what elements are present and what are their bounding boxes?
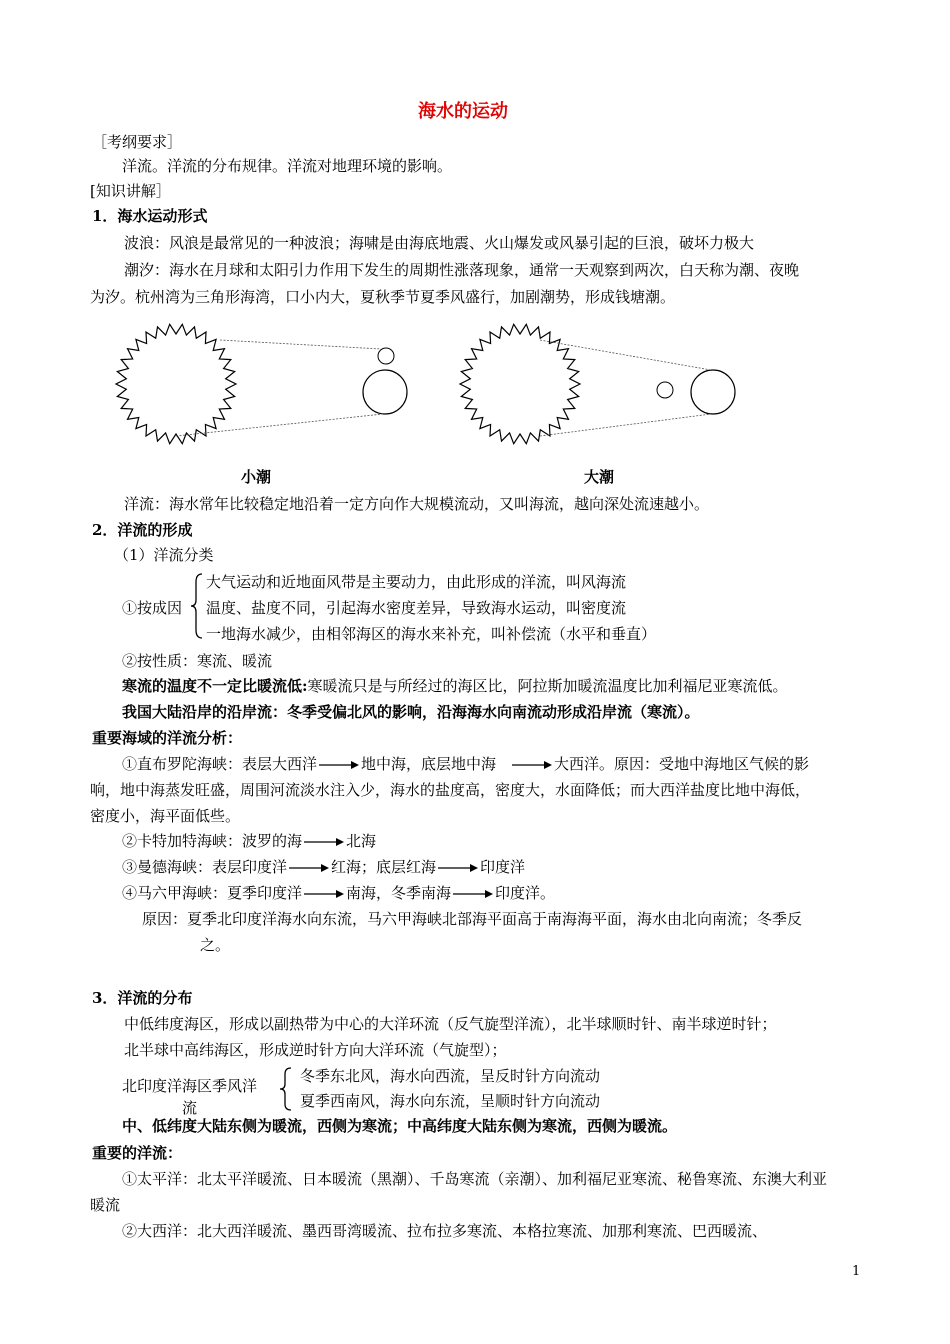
classification-subheading: （1）洋流分类 bbox=[114, 546, 214, 564]
tide-text-line2: 为汐。杭州湾为三角形海湾，口小内大，夏秋季节夏季风盛行，加剧潮势，形成钱塘潮。 bbox=[90, 288, 676, 306]
distribution-paragraph-2: 北半球中高纬海区，形成逆时针方向大洋环流（气旋型）； bbox=[124, 1041, 507, 1059]
by-cause-label: ①按成因 bbox=[122, 599, 183, 617]
sun-icon bbox=[116, 324, 236, 443]
important-currents-heading: 重要的洋流： bbox=[92, 1144, 183, 1162]
page-title: 海水的运动 bbox=[418, 101, 508, 122]
cold-current-note-bold: 寒流的温度不一定比暖流低: bbox=[122, 677, 308, 695]
arrow-right-icon bbox=[304, 837, 344, 847]
cold-current-note bbox=[122, 676, 788, 696]
section-2-heading: 2．洋流的形成 bbox=[92, 521, 193, 539]
earth-icon bbox=[691, 370, 735, 414]
moon-icon bbox=[378, 348, 394, 364]
analysis-heading: 重要海域的洋流分析： bbox=[92, 729, 243, 747]
neap-tide-caption: 小潮 bbox=[241, 468, 272, 486]
malacca-reason-line1: 原因：夏季北印度洋海水向东流，马六甲海峡北部海平面高于南海海平面，海水由北向南流；冬季反 bbox=[142, 910, 803, 928]
malacca-part-c: 印度洋。 bbox=[495, 884, 556, 902]
arrow-right-icon bbox=[319, 760, 359, 770]
waves-text: 波浪：风浪是最常见的一种波浪；海啸是由海底地震、火山爆发或风暴引起的巨浪，破坏力极大 bbox=[124, 234, 755, 252]
atlantic-currents: ②大西洋：北大西洋暖流、墨西哥湾暖流、拉布拉多寒流、本格拉寒流、加那利寒流、巴西暖流、 bbox=[122, 1222, 768, 1240]
cold-current-note-rest: 寒暖流只是与所经过的海区比，阿拉斯加暖流温度比加利福尼亚寒流低。 bbox=[307, 677, 788, 695]
exam-requirements-text: 洋流。洋流的分布规律。洋流对地理环境的影响。 bbox=[122, 157, 453, 175]
monsoon-label-line1: 北印度洋海区季风洋 bbox=[122, 1077, 258, 1095]
pacific-currents-line2: 暖流 bbox=[90, 1196, 121, 1214]
page-number: 1 bbox=[852, 1264, 861, 1279]
pacific-currents-line1: ①太平洋：北太平洋暖流、日本暖流（黑潮）、千岛寒流（亲潮）、加利福尼亚寒流、秘鲁寒流、东澳大利亚 bbox=[122, 1170, 828, 1188]
monsoon-label-line2: 流 bbox=[182, 1099, 198, 1117]
mandeb-part-b: 红海；底层红海 bbox=[331, 858, 437, 876]
brace-icon bbox=[190, 572, 204, 640]
mandeb-line bbox=[122, 857, 525, 877]
by-nature: ②按性质：寒流、暖流 bbox=[122, 652, 273, 670]
section-1-heading: 1．海水运动形式 bbox=[92, 207, 208, 225]
brace-icon bbox=[279, 1066, 293, 1112]
malacca-reason-line2: 之。 bbox=[200, 936, 231, 954]
tide-text-line1: 潮汐：海水在月球和太阳引力作用下发生的周期性涨落现象，通常一天观察到两次，白天称为潮、夜晚 bbox=[124, 261, 800, 279]
kattegat-part-b: 北海 bbox=[346, 832, 377, 850]
kattegat-line bbox=[122, 831, 376, 851]
kattegat-part-a: ②卡特加特海峡：波罗的海 bbox=[122, 832, 303, 850]
monsoon-summer: 夏季西南风，海水向东流，呈顺时针方向流动 bbox=[300, 1092, 601, 1110]
arrow-right-icon bbox=[304, 889, 344, 899]
arrow-right-icon bbox=[438, 863, 478, 873]
tide-diagram bbox=[110, 318, 770, 448]
distribution-rule: 中、低纬度大陆东侧为暖流，西侧为寒流；中高纬度大陆东侧为寒流，西侧为暖流。 bbox=[122, 1117, 678, 1135]
malacca-line bbox=[122, 883, 555, 903]
arrow-right-icon bbox=[453, 889, 493, 899]
neap-tide-diagram bbox=[116, 324, 407, 443]
malacca-part-b: 南海，冬季南海 bbox=[346, 884, 452, 902]
section-3-heading: 3．洋流的分布 bbox=[92, 989, 193, 1007]
gibraltar-line1 bbox=[122, 754, 809, 774]
arrow-right-icon bbox=[512, 760, 552, 770]
spring-tide-caption: 大潮 bbox=[584, 468, 615, 486]
malacca-part-a: ④马六甲海峡：夏季印度洋 bbox=[122, 884, 303, 902]
moon-icon bbox=[657, 382, 673, 398]
density-current: 温度、盐度不同，引起海水密度差异，导致海水运动，叫密度流 bbox=[206, 599, 627, 617]
mandeb-part-c: 印度洋 bbox=[480, 858, 526, 876]
china-coastal-current: 我国大陆沿岸的沿岸流：冬季受偏北风的影响，沿海海水向南流动形成沿岸流（寒流）。 bbox=[122, 703, 700, 721]
compensation-current: 一地海水减少，由相邻海区的海水来补充，叫补偿流（水平和垂直） bbox=[206, 625, 657, 643]
spring-tide-diagram bbox=[460, 324, 735, 443]
ocean-current-definition: 洋流：海水常年比较稳定地沿着一定方向作大规模流动，又叫海流，越向深处流速越小。 bbox=[124, 495, 710, 513]
gibraltar-line2: 响，地中海蒸发旺盛，周围河流淡水注入少，海水的盐度高，密度大，水面降低；而大西洋盐度比地中海低， bbox=[90, 781, 811, 799]
arrow-right-icon bbox=[289, 863, 329, 873]
gibraltar-part-b: 地中海，底层地中海 bbox=[361, 755, 497, 773]
knowledge-heading: [知识讲解］ bbox=[90, 182, 171, 200]
gibraltar-part-c: 大西洋。原因：受地中海地区气候的影 bbox=[554, 755, 810, 773]
sun-icon bbox=[460, 324, 580, 443]
mandeb-part-a: ③曼德海峡：表层印度洋 bbox=[122, 858, 288, 876]
distribution-paragraph-1: 中低纬度海区，形成以副热带为中心的大洋环流（反气旋型洋流），北半球顺时针、南半球逆时针； bbox=[124, 1015, 777, 1033]
gibraltar-part-a: ①直布罗陀海峡：表层大西洋 bbox=[122, 755, 318, 773]
wind-driven-current: 大气运动和近地面风带是主要动力，由此形成的洋流，叫风海流 bbox=[206, 573, 627, 591]
gibraltar-line3: 密度小，海平面低些。 bbox=[90, 807, 241, 825]
exam-requirements-heading: ［考纲要求］ bbox=[92, 133, 183, 151]
monsoon-winter: 冬季东北风，海水向西流，呈反时针方向流动 bbox=[300, 1067, 601, 1085]
